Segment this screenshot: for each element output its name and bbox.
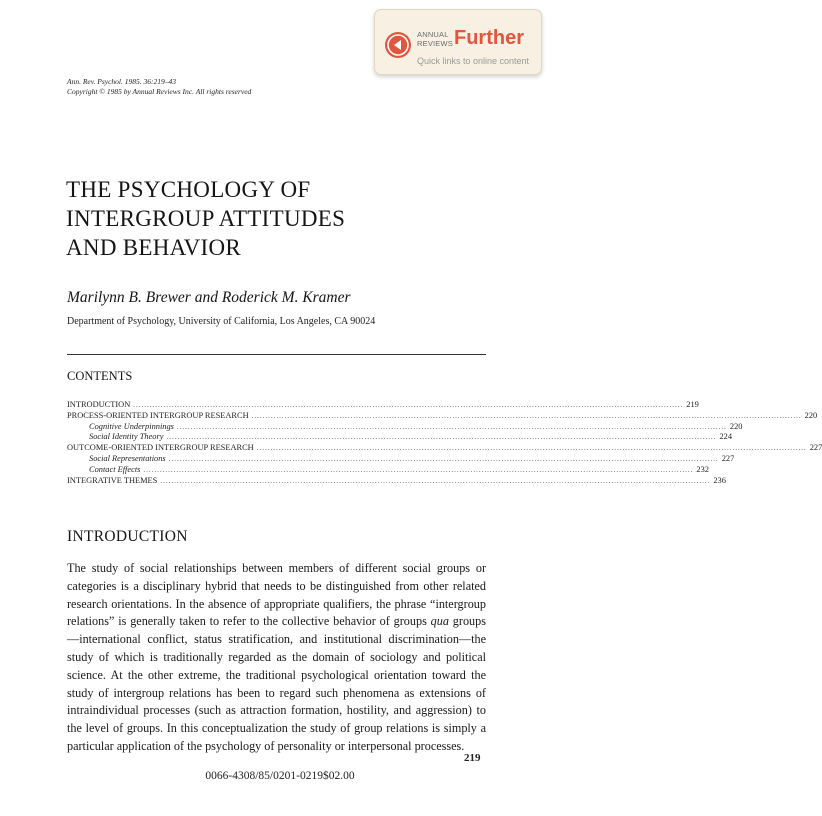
contents-heading: CONTENTS bbox=[67, 369, 133, 383]
toc-entry-page: 224 bbox=[719, 432, 732, 442]
divider bbox=[67, 354, 486, 355]
brand-reviews: REVIEWS bbox=[417, 39, 453, 48]
table-of-contents bbox=[67, 400, 822, 486]
toc-entry[interactable] bbox=[67, 410, 818, 422]
citation bbox=[67, 77, 251, 97]
title-line: AND BEHAVIOR bbox=[66, 235, 242, 260]
toc-entry-label: PROCESS-ORIENTED INTERGROUP RESEARCH bbox=[67, 410, 249, 420]
toc-entry[interactable] bbox=[67, 400, 699, 411]
toc-entry[interactable] bbox=[67, 453, 735, 465]
toc-entry-label: Social Identity Theory bbox=[89, 432, 164, 442]
further-link[interactable]: Further bbox=[454, 27, 524, 49]
brand-annual: ANNUAL bbox=[417, 30, 449, 39]
toc-entry[interactable] bbox=[67, 443, 822, 454]
toc-entry-page: 227 bbox=[809, 443, 822, 453]
toc-entry-label: Cognitive Underpinnings bbox=[89, 421, 174, 431]
affiliation: Department of Psychology, University of California, Los Angeles, CA 90024 bbox=[67, 316, 376, 327]
page-number: 219 bbox=[464, 752, 481, 764]
toc-entry[interactable] bbox=[67, 421, 743, 433]
toc-entry[interactable] bbox=[67, 475, 726, 487]
banner-tagline: Quick links to online content bbox=[417, 56, 530, 66]
toc-leader: ........................................................................................................................................................................................................ bbox=[133, 401, 684, 409]
toc-entry-label: Contact Effects bbox=[89, 464, 141, 474]
toc-leader: ........................................................................................................................................................................................................ bbox=[251, 411, 802, 420]
toc-leader: ........................................................................................................................................................................................................ bbox=[168, 454, 719, 463]
paragraph-text: The study of social relationships between members of different social groups or categories is a disciplinary hybrid that needs to be distinguished from other related research orientations. In the absence of appropriate qualifiers, the phrase “intergroup relations” is generally taken to refer to the collective behavior of groups bbox=[67, 561, 486, 629]
price-code: 0066-4308/85/0201-0219$02.00 bbox=[205, 770, 355, 782]
play-left-icon bbox=[385, 32, 411, 58]
authors: Marilynn B. Brewer and Roderick M. Kramer bbox=[67, 289, 351, 306]
toc-entry-page: 232 bbox=[696, 464, 709, 474]
toc-entry-label: INTEGRATIVE THEMES bbox=[67, 475, 158, 485]
body-paragraph bbox=[67, 560, 486, 756]
paragraph-text: groups—international conflict, status stratification, and institutional discrimination—the study of which is traditionally regarded as the domain of sociology and political science. At the other extreme, the traditional psychological orientation toward the study of intergroup relations has been to regard such phenomena as extensions of intraindividual processes (such as attraction formation, hostility, and aggression) to the level of groups. In this conceptualization the study of group relations is simply a particular application of the psychology of personality or interpersonal processes. bbox=[67, 614, 486, 753]
toc-entry-page: 220 bbox=[804, 410, 818, 420]
toc-leader: ........................................................................................................................................................................................................ bbox=[256, 444, 807, 453]
toc-entry-page: 227 bbox=[721, 453, 735, 463]
toc-entry-label: OUTCOME-ORIENTED INTERGROUP RESEARCH bbox=[67, 443, 254, 453]
toc-entry[interactable] bbox=[67, 464, 709, 476]
toc-leader: ........................................................................................................................................................................................................ bbox=[166, 433, 717, 442]
italic-term: qua bbox=[430, 614, 449, 629]
toc-leader: ........................................................................................................................................................................................................ bbox=[176, 422, 727, 431]
toc-leader: ........................................................................................................................................................................................................ bbox=[160, 476, 711, 485]
toc-leader: ........................................................................................................................................................................................................ bbox=[143, 465, 694, 474]
further-banner[interactable] bbox=[374, 9, 542, 75]
toc-entry-page: 220 bbox=[729, 421, 743, 431]
article-title bbox=[66, 175, 345, 262]
title-line: THE PSYCHOLOGY OF bbox=[66, 177, 311, 202]
citation-line: Ann. Rev. Psychol. 1985. 36:219–43 bbox=[67, 77, 177, 86]
toc-entry-label: INTRODUCTION bbox=[67, 400, 131, 409]
toc-entry-page: 219 bbox=[686, 400, 699, 409]
section-heading: INTRODUCTION bbox=[67, 528, 188, 545]
copyright-line: Copyright © 1985 by Annual Reviews Inc. All rights reserved bbox=[67, 87, 252, 96]
toc-entry-label: Social Representations bbox=[89, 453, 166, 463]
title-line: INTERGROUP ATTITUDES bbox=[66, 206, 346, 231]
toc-entry-page: 236 bbox=[713, 475, 726, 485]
toc-entry[interactable] bbox=[67, 432, 732, 443]
